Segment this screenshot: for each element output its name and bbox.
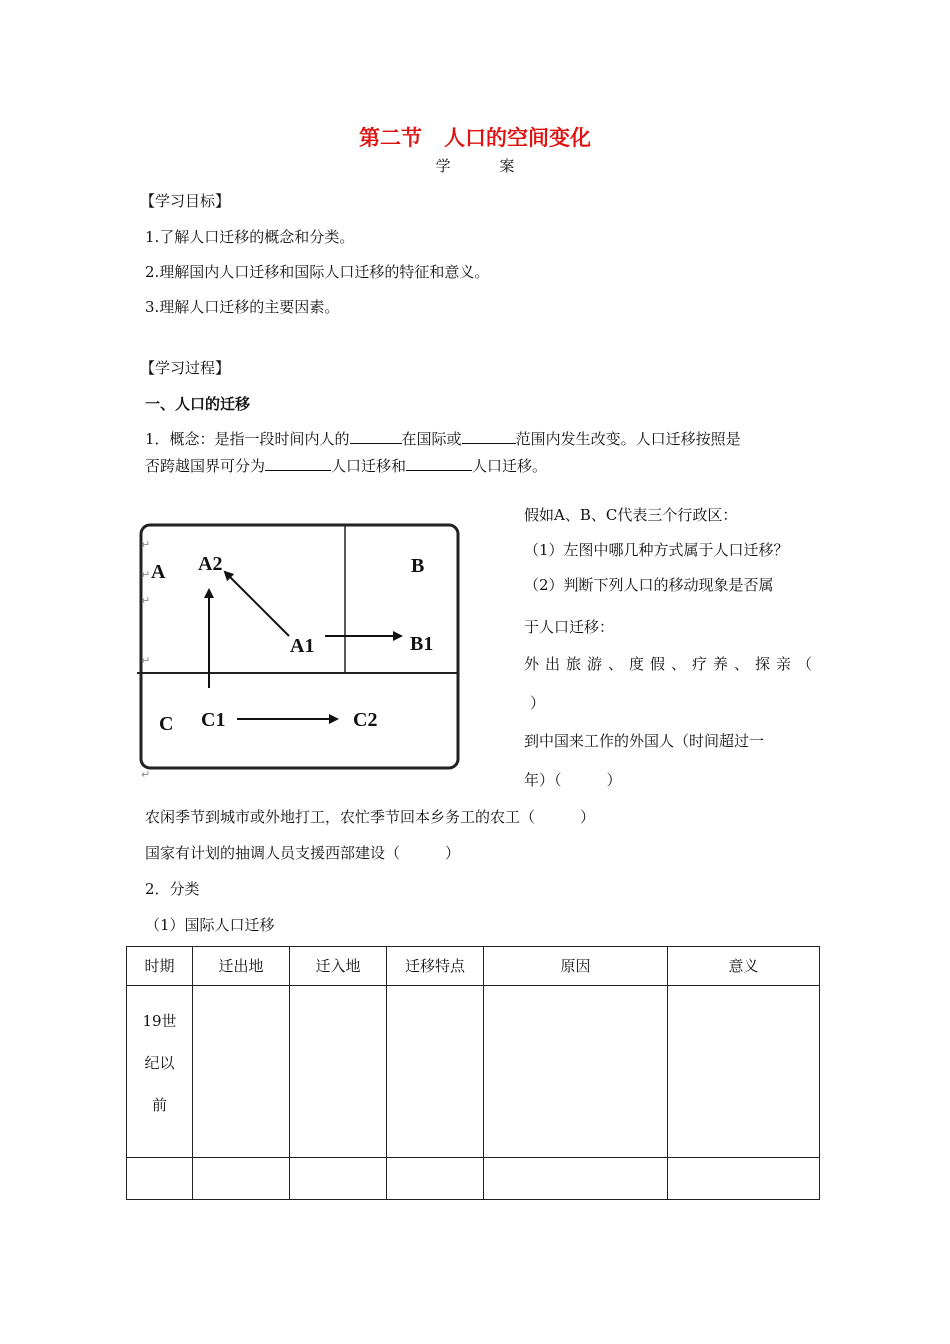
blank-4[interactable]	[406, 455, 472, 471]
side-q2b: 于人口迁移：	[524, 618, 615, 636]
para-mark: ↵	[141, 538, 151, 551]
side-item2b: 年）（ ）	[524, 771, 622, 789]
table-row	[127, 1158, 820, 1200]
header-origin: 迁出地	[193, 947, 290, 986]
table-cell[interactable]	[484, 986, 668, 1158]
side-intro: 假如A、B、C代表三个行政区：	[524, 506, 738, 524]
label-c1: C1	[201, 709, 226, 731]
item-farm-worker: 农闲季节到城市或外地打工，农忙季节回本乡务工的农工（ ）	[145, 808, 596, 826]
header-destination: 迁入地	[290, 947, 387, 986]
label-a: A	[151, 561, 166, 583]
label-b1: B1	[410, 633, 434, 655]
period-cell: 19世 纪以 前	[127, 986, 193, 1158]
side-q2a: （2）判断下列人口的移动现象是否属	[524, 576, 774, 594]
label-b: B	[411, 555, 425, 577]
objective-item-2: 2.理解国内人口迁移和国际人口迁移的特征和意义。	[145, 263, 490, 281]
concept-line-2: 否跨越国界可分为 人口迁移和 人口迁移。	[145, 457, 548, 475]
table-cell[interactable]	[668, 986, 820, 1158]
migration-diagram	[137, 520, 462, 780]
classification-heading: 2．分类	[145, 880, 200, 898]
blank-3[interactable]	[265, 455, 331, 471]
label-a2: A2	[198, 553, 223, 575]
process-heading: 【学习过程】	[140, 359, 231, 377]
label-c2: C2	[353, 709, 378, 731]
objective-item-3: 3.理解人口迁移的主要因素。	[145, 298, 340, 316]
table-cell[interactable]	[193, 986, 290, 1158]
objectives-heading: 【学习目标】	[140, 192, 231, 210]
international-migration-table	[126, 946, 820, 1200]
side-q1: （1）左图中哪几种方式属于人口迁移？	[524, 541, 789, 559]
label-c: C	[159, 713, 174, 735]
table-header-row	[127, 947, 820, 986]
arrow-a1-a2	[225, 572, 289, 636]
header-causes: 原因	[484, 947, 668, 986]
header-period: 时期	[127, 947, 193, 986]
header-significance: 意义	[668, 947, 820, 986]
page-subtitle: 学 案	[435, 157, 537, 175]
side-item1a: 外出旅游、度假、疗养、探亲（	[524, 655, 819, 673]
objective-item-1: 1.了解人口迁移的概念和分类。	[145, 228, 355, 246]
para-mark: ↵	[141, 568, 151, 581]
table-cell[interactable]	[290, 1158, 387, 1200]
blank-2[interactable]	[462, 428, 516, 444]
table-cell[interactable]	[387, 1158, 484, 1200]
table-cell[interactable]	[193, 1158, 290, 1200]
side-item1b: ）	[530, 694, 546, 712]
concept-line-1: 1．概念：是指一段时间内人的 在国际或 范围内发生改变。人口迁移按照是	[145, 430, 741, 448]
section1-heading: 一、人口的迁移	[145, 395, 251, 413]
header-features: 迁移特点	[387, 947, 484, 986]
para-mark: ↵	[141, 594, 151, 607]
item-west-support: 国家有计划的抽调人员支援西部建设（ ）	[145, 844, 461, 862]
table-cell[interactable]	[127, 1158, 193, 1200]
label-a1: A1	[290, 635, 315, 657]
page-title: 第二节 人口的空间变化	[359, 126, 591, 150]
para-mark: ↵	[141, 654, 151, 667]
classification-sub1: （1）国际人口迁移	[145, 916, 275, 934]
blank-1[interactable]	[350, 428, 402, 444]
table-cell[interactable]	[484, 1158, 668, 1200]
table-cell[interactable]	[387, 986, 484, 1158]
table-row	[127, 986, 820, 1158]
table-cell[interactable]	[668, 1158, 820, 1200]
table-cell[interactable]	[290, 986, 387, 1158]
side-item2a: 到中国来工作的外国人（时间超过一	[524, 732, 765, 750]
para-mark: ↵	[141, 768, 151, 780]
